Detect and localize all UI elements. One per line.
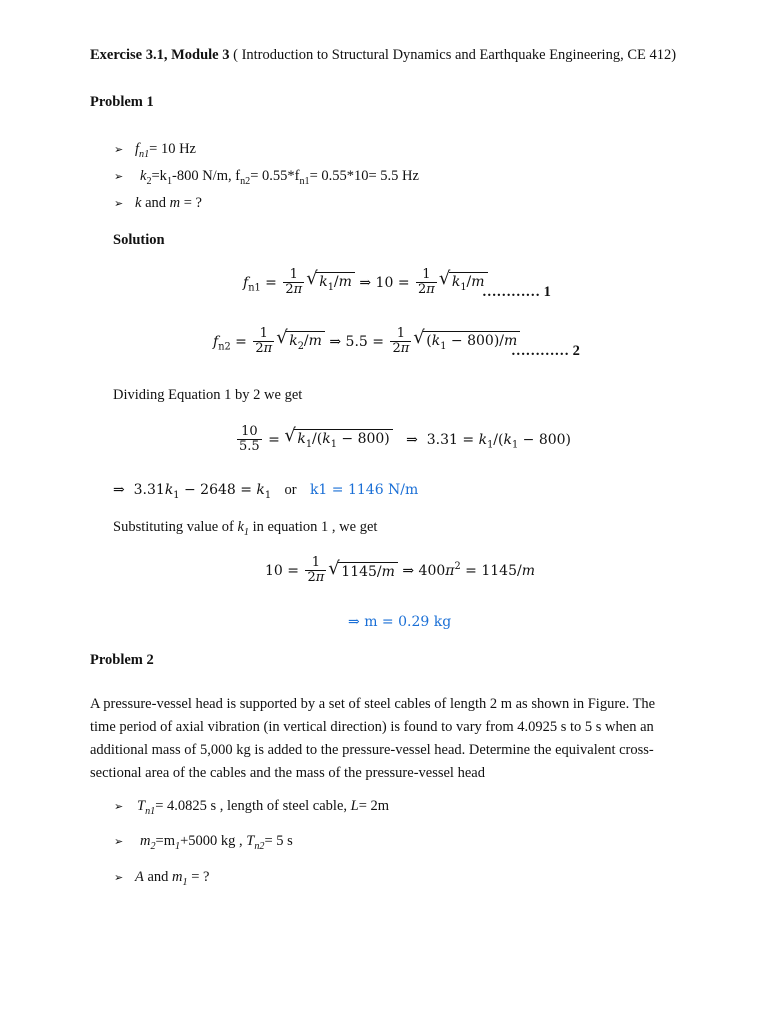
problem2-title: Problem 2 bbox=[90, 652, 154, 668]
mass-result-line: ⇒ m = 0.29 kg bbox=[348, 614, 452, 630]
problem2-given-3: A and $m_1$ = ? bbox=[135, 869, 210, 888]
k1-result: k1 = 1146 N/m bbox=[309, 482, 419, 498]
equation-2-tag: ………… 2 bbox=[511, 343, 580, 359]
arrow-bullet-icon: ➢ bbox=[114, 143, 124, 156]
equation-1: $f_{n1}$ = $\frac{1}{2\pi}$ √ $k_1/m$ ⇒ 10 = $\frac{1}{2\pi}$ √ $k_1/m$ bbox=[243, 268, 488, 298]
mass-equation: 10 = $\frac{1}{2\pi}$ √ 1145/m ⇒ $400\pi^2 = 1145/m$ bbox=[265, 555, 535, 586]
substituting-text: Substituting value of $k_1$ in equation 1 , we get bbox=[113, 519, 378, 538]
arrow-bullet-icon: ➢ bbox=[114, 835, 124, 848]
equation-1-tag: ………… 1 bbox=[482, 284, 551, 300]
problem1-given-2: $k_2=k_1-800$ N/m, $f_{n2}= 0.55*f_{n1}= 0.55*10= 5.5$ Hz bbox=[140, 168, 419, 187]
mass-result: m = 0.29 kg bbox=[364, 614, 452, 630]
k1-derivation: ⇒ $3.31k_1 - 2648 = k_1$ or k1 = 1146 N/m bbox=[113, 482, 419, 501]
problem2-given-1: $T_{n1}= 4.0825$ s , length of steel cable, L= 2m bbox=[137, 798, 390, 817]
arrow-bullet-icon: ➢ bbox=[114, 800, 124, 813]
problem1-given-1: $f_{n1}= 10$ Hz bbox=[135, 141, 196, 160]
problem1-given-3: k and m = ? bbox=[135, 195, 202, 211]
dividing-text: Dividing Equation 1 by 2 we get bbox=[113, 387, 303, 403]
problem1-title: Problem 1 bbox=[90, 94, 154, 110]
course-title: ( Introduction to Structural Dynamics and Earthquake Engineering, CE 412) bbox=[229, 47, 677, 63]
equation-2: $f_{n2}$ = $\frac{1}{2\pi}$ √ $k_2/m$ ⇒ 5.5 = $\frac{1}{2\pi}$ √ $(k_1 - 800)/m$ bbox=[213, 327, 520, 357]
problem2-given-2: $m_2=m_1+5000$ kg , $T_{n2}= 5$ s bbox=[140, 833, 293, 852]
document-header bbox=[90, 47, 676, 64]
arrow-bullet-icon: ➢ bbox=[114, 197, 124, 210]
arrow-bullet-icon: ➢ bbox=[114, 170, 124, 183]
arrow-bullet-icon: ➢ bbox=[114, 871, 124, 884]
solution-label: Solution bbox=[113, 232, 165, 248]
problem2-paragraph: A pressure-vessel head is supported by a set of steel cables of length 2 m as shown in Figure. The time period of axial vibration (in vertical direction) is found to vary from 4.0925 s to 5 s when an additional mass of 5,000 kg is added to the pressure-vessel head. Determine the equivalent cross-sectional area of the cables and the mass of the pressure-vessel head bbox=[90, 696, 656, 781]
ratio-equation: $\frac{10}{5.5}$ = √ $k_1/(k_1 - 800)$ ⇒ $3.31 = k_1/(k_1 - 800)$ bbox=[239, 424, 572, 455]
exercise-title: Exercise 3.1, Module 3 bbox=[90, 47, 230, 63]
